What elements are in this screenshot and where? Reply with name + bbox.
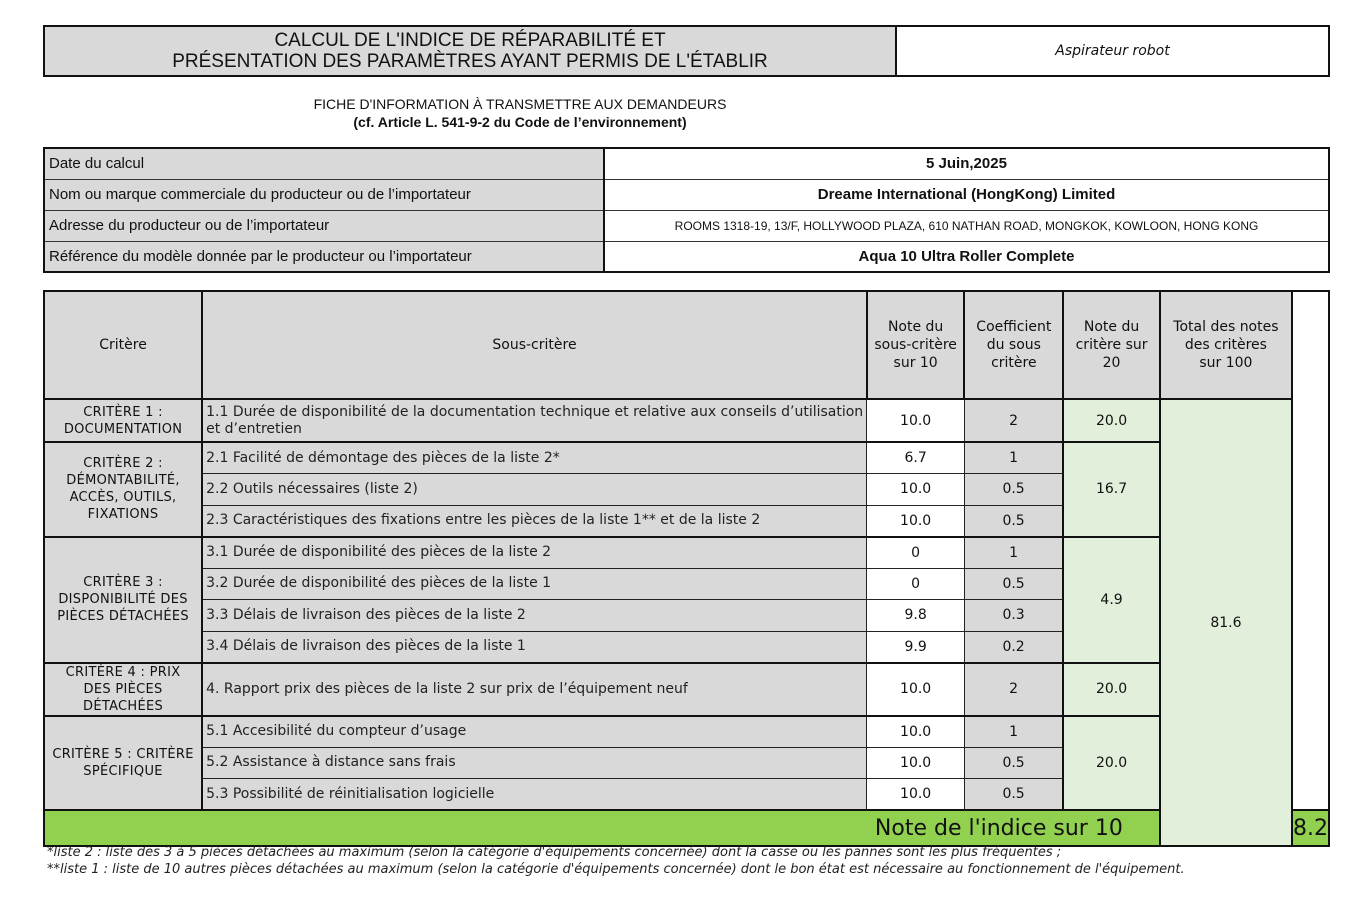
final-score-value: 8.2 xyxy=(1292,810,1329,846)
sub-criterion-note: 10.0 xyxy=(867,474,965,506)
sub-criterion-note: 10.0 xyxy=(867,779,965,811)
criterion-1-label xyxy=(44,399,202,442)
criterion-5-label xyxy=(44,716,202,811)
sub-criterion-label: 3.1 Durée de disponibilité des pièces de la liste 2 xyxy=(202,537,867,569)
sub-criterion-coef: 0.5 xyxy=(964,568,1063,600)
criterion-label-line: CRITÈRE 4 : PRIX xyxy=(65,664,181,680)
sub-criterion-label: 2.2 Outils nécessaires (liste 2) xyxy=(202,474,867,506)
sub-criterion-coef: 0.5 xyxy=(964,779,1063,811)
info-row-brand xyxy=(44,179,1329,210)
info-row-model xyxy=(44,241,1329,272)
sub-criterion-coef: 0.2 xyxy=(964,631,1063,663)
info-value-brand: Dreame International (HongKong) Limited xyxy=(604,179,1329,210)
criterion-4-score: 20.0 xyxy=(1063,663,1160,716)
header-text: critère xyxy=(991,355,1037,371)
sub-criterion-label: 5.1 Accesibilité du compteur d’usage xyxy=(202,716,867,748)
sub-criterion-coef: 2 xyxy=(964,663,1063,716)
final-score-label: Note de l'indice sur 10 xyxy=(44,810,1160,846)
header-sous-critere: Sous-critère xyxy=(202,291,867,399)
table-row xyxy=(44,537,1329,569)
sub-criterion-note: 9.8 xyxy=(867,600,965,632)
sub-criterion-coef: 0.5 xyxy=(964,474,1063,506)
header-text: des critères xyxy=(1184,337,1267,353)
product-category: Aspirateur robot xyxy=(1055,43,1170,59)
sub-criterion-note: 10.0 xyxy=(867,399,965,442)
criterion-5-score: 20.0 xyxy=(1063,716,1160,811)
header-text: sur 10 xyxy=(893,355,938,371)
sub-criterion-note: 10.0 xyxy=(867,747,965,779)
info-label: Date du calcul xyxy=(44,148,604,179)
sub-criterion-coef: 0.5 xyxy=(964,505,1063,537)
criterion-label-line: DISPONIBILITÉ DES xyxy=(58,592,188,607)
sub-criterion-label: 3.2 Durée de disponibilité des pièces de la liste 1 xyxy=(202,568,867,600)
criterion-label-line: SPÉCIFIQUE xyxy=(83,763,163,779)
criterion-label-line: DÉMONTABILITÉ, xyxy=(66,473,180,489)
criterion-2-label xyxy=(44,442,202,537)
info-row-address xyxy=(44,210,1329,241)
sub-criterion-note: 10.0 xyxy=(867,663,965,716)
criterion-label-line: DES PIÈCES xyxy=(83,681,163,697)
header-note-sous-critere xyxy=(867,291,965,399)
sub-criterion-label: 3.4 Délais de livraison des pièces de la liste 1 xyxy=(202,631,867,663)
criterion-label-line: DOCUMENTATION xyxy=(63,421,183,437)
table-row xyxy=(44,399,1329,442)
subtitle xyxy=(190,95,850,131)
sub-criterion-label: 2.1 Facilité de démontage des pièces de la liste 2* xyxy=(202,442,867,474)
criterion-label-line: PIÈCES DÉTACHÉES xyxy=(57,609,189,624)
info-label: Référence du modèle donnée par le producteur ou l’importateur xyxy=(44,241,604,272)
header-text: critère sur xyxy=(1075,337,1148,353)
header-note-critere xyxy=(1063,291,1160,399)
sub-criterion-coef: 2 xyxy=(964,399,1063,442)
producer-info-table xyxy=(43,147,1330,273)
info-label: Adresse du producteur ou de l’importateur xyxy=(44,210,604,241)
header-text: du sous xyxy=(986,337,1041,353)
criterion-1-score: 20.0 xyxy=(1063,399,1160,442)
header-coefficient xyxy=(964,291,1063,399)
footnote-liste-1: **liste 1 : liste de 10 autres pièces détachées au maximum (selon la catégorie d'équipements concernée) dont le bon état est nécessaire au fonctionnement de l'équipement. xyxy=(47,862,1185,877)
footnote-liste-2: *liste 2 : liste des 3 à 5 pièces détachées au maximum (selon la catégorie d'équipements concernée) dont la casse ou les pannes sont les plus fréquentes ; xyxy=(47,845,1062,860)
header-text: Note du xyxy=(1083,319,1140,335)
sub-criterion-coef: 1 xyxy=(964,442,1063,474)
header-text: Total des notes xyxy=(1173,319,1279,335)
header-text: 20 xyxy=(1102,355,1121,371)
header-text: sous-critère xyxy=(874,337,957,353)
header-text: Note du xyxy=(887,319,944,335)
criterion-2-score: 16.7 xyxy=(1063,442,1160,537)
title-line-1: CALCUL DE L'INDICE DE RÉPARABILITÉ ET xyxy=(274,30,666,51)
sub-criterion-note: 6.7 xyxy=(867,442,965,474)
criterion-3-score: 4.9 xyxy=(1063,537,1160,663)
criterion-label-line: CRITÈRE 3 : xyxy=(83,575,163,590)
sub-criterion-label: 3.3 Délais de livraison des pièces de la liste 2 xyxy=(202,600,867,632)
info-label: Nom ou marque commerciale du producteur ou de l’importateur xyxy=(44,179,604,210)
criterion-label-line: CRITÈRE 5 : CRITÈRE xyxy=(52,746,194,762)
table-row xyxy=(44,716,1329,748)
sub-criterion-note: 10.0 xyxy=(867,505,965,537)
sub-criterion-note: 10.0 xyxy=(867,716,965,748)
sub-criterion-label: 5.2 Assistance à distance sans frais xyxy=(202,747,867,779)
table-header-row xyxy=(44,291,1329,399)
title-line-2: PRÉSENTATION DES PARAMÈTRES AYANT PERMIS DE L'ÉTABLIR xyxy=(172,51,768,72)
criterion-label-line: CRITÈRE 1 : xyxy=(83,404,163,420)
sub-criterion-note: 0 xyxy=(867,568,965,600)
sub-criterion-label: 5.3 Possibilité de réinitialisation logicielle xyxy=(202,779,867,811)
sub-criterion-coef: 0.5 xyxy=(964,747,1063,779)
sub-criterion-note: 0 xyxy=(867,537,965,569)
title-block xyxy=(43,25,1330,77)
criterion-3-label xyxy=(44,537,202,663)
sub-criterion-label: 2.3 Caractéristiques des fixations entre les pièces de la liste 1** et de la liste 2 xyxy=(202,505,867,537)
subtitle-line-2: (cf. Article L. 541-9-2 du Code de l’environnement) xyxy=(353,114,687,130)
header-text: Coefficient xyxy=(976,319,1052,335)
repairability-table xyxy=(43,290,1330,847)
table-row xyxy=(44,442,1329,474)
criterion-label-line: FIXATIONS xyxy=(87,507,159,523)
criterion-label-line: CRITÈRE 2 : xyxy=(83,456,163,472)
criterion-4-label xyxy=(44,663,202,716)
info-value-model: Aqua 10 Ultra Roller Complete xyxy=(604,241,1329,272)
header-critere: Critère xyxy=(44,291,202,399)
sub-criterion-label: 1.1 Durée de disponibilité de la documentation technique et relative aux conseils d’utilisation et d’entretien xyxy=(202,399,867,442)
sub-criterion-coef: 0.3 xyxy=(964,600,1063,632)
header-total xyxy=(1160,291,1292,399)
subtitle-line-1: FICHE D'INFORMATION À TRANSMETTRE AUX DEMANDEURS xyxy=(313,96,727,112)
total-score-100: 81.6 xyxy=(1160,399,1292,846)
sub-criterion-note: 9.9 xyxy=(867,631,965,663)
footnotes xyxy=(47,844,1185,878)
info-row-date xyxy=(44,148,1329,179)
info-value-date: 5 Juin,2025 xyxy=(604,148,1329,179)
criterion-label-line: DÉTACHÉES xyxy=(83,698,164,714)
criterion-label-line: ACCÈS, OUTILS, xyxy=(69,490,177,506)
sub-criterion-label: 4. Rapport prix des pièces de la liste 2 sur prix de l’équipement neuf xyxy=(202,663,867,716)
table-row xyxy=(44,663,1329,716)
header-text: sur 100 xyxy=(1199,355,1253,371)
sub-criterion-coef: 1 xyxy=(964,537,1063,569)
sub-criterion-coef: 1 xyxy=(964,716,1063,748)
info-value-address: ROOMS 1318-19, 13/F, HOLLYWOOD PLAZA, 610 NATHAN ROAD, MONGKOK, KOWLOON, HONG KONG xyxy=(604,210,1329,241)
document-title xyxy=(45,27,897,75)
final-score-row xyxy=(44,810,1329,846)
